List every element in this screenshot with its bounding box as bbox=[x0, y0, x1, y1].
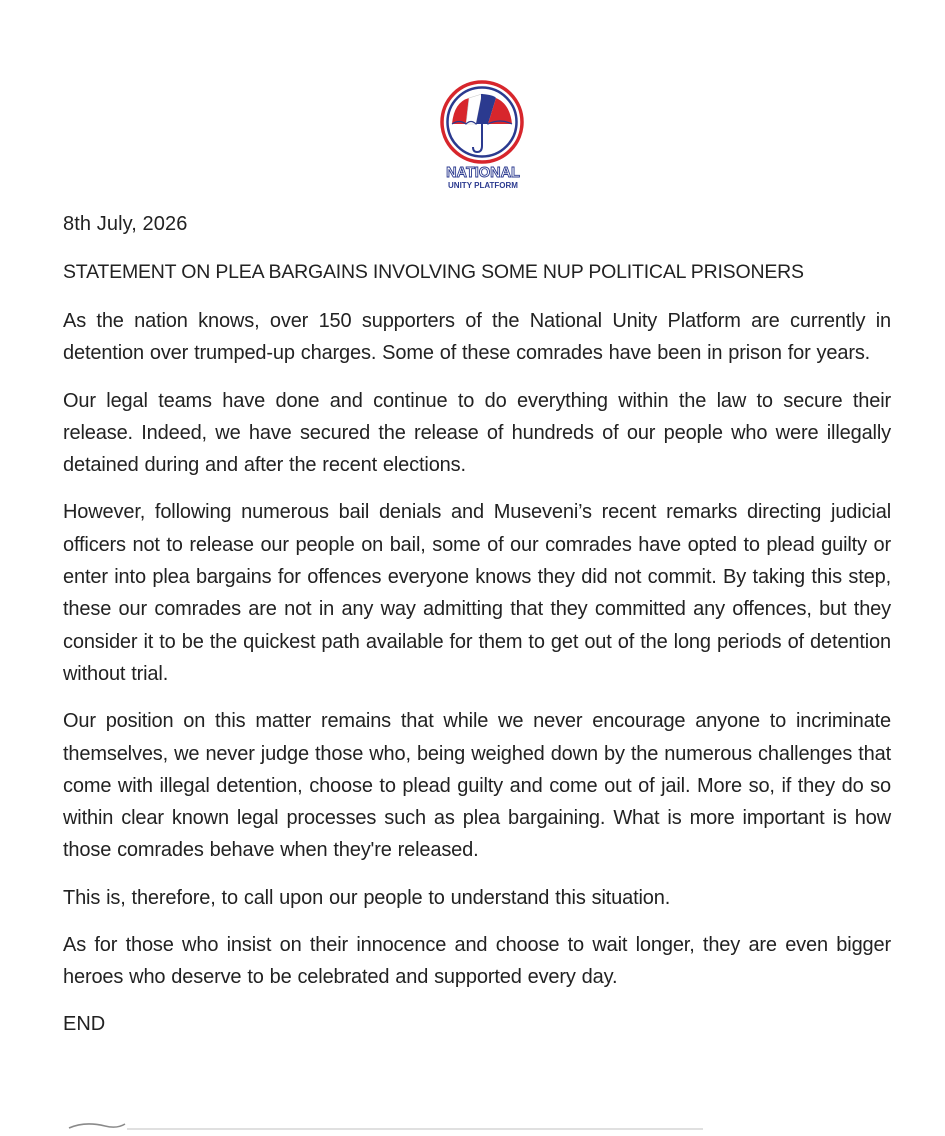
signature-line-icon bbox=[65, 1119, 705, 1131]
nup-logo bbox=[436, 80, 532, 192]
signature bbox=[65, 1118, 705, 1130]
statement-date: 8th July, 2026 bbox=[63, 213, 188, 235]
end-marker: END bbox=[63, 1012, 106, 1035]
paragraph-6: As for those who insist on their innocence and choose to wait longer, they are even bigger heroes who deserve to be celebrated and supported every day. bbox=[63, 934, 891, 989]
logo-line2: UNITY PLATFORM bbox=[448, 181, 518, 190]
statement-body bbox=[63, 305, 891, 1039]
paragraph-5: This is, therefore, to call upon our people to understand this situation. bbox=[63, 886, 671, 909]
paragraph-3: However, following numerous bail denials and Museveni’s recent remarks directing judicial officers not to release our people on bail, some of our comrades have opted to plead guilty or enter into plea bargains for offences everyone knows they did not commit. By taking this step, these our comrades are not in any way admitting that they committed any offences, but they consider it to be the quickest path available for them to get out of the long periods of detention without trial. bbox=[63, 501, 891, 685]
statement-title: STATEMENT ON PLEA BARGAINS INVOLVING SOME NUP POLITICAL PRISONERS bbox=[63, 261, 804, 283]
paragraph-2: Our legal teams have done and continue to do everything within the law to secure their release. Indeed, we have secured the release of hundreds of our people who were illegally detained during and after the recent elections. bbox=[63, 389, 891, 477]
paragraph-4: Our position on this matter remains that while we never encourage anyone to incriminate themselves, we never judge those who, being weighed down by the numerous challenges that come with illegal detention, choose to plead guilty and come out of jail. More so, if they do so within clear known legal processes such as plea bargaining. What is more important is how those comrades behave when they're released. bbox=[63, 710, 891, 862]
umbrella-logo-icon bbox=[436, 80, 532, 192]
logo-line1: NATIONAL bbox=[446, 165, 520, 181]
paragraph-1: As the nation knows, over 150 supporters of the National Unity Platform are currently in detention over trumped-up charges. Some of these comrades have been in prison for years. bbox=[63, 310, 891, 365]
